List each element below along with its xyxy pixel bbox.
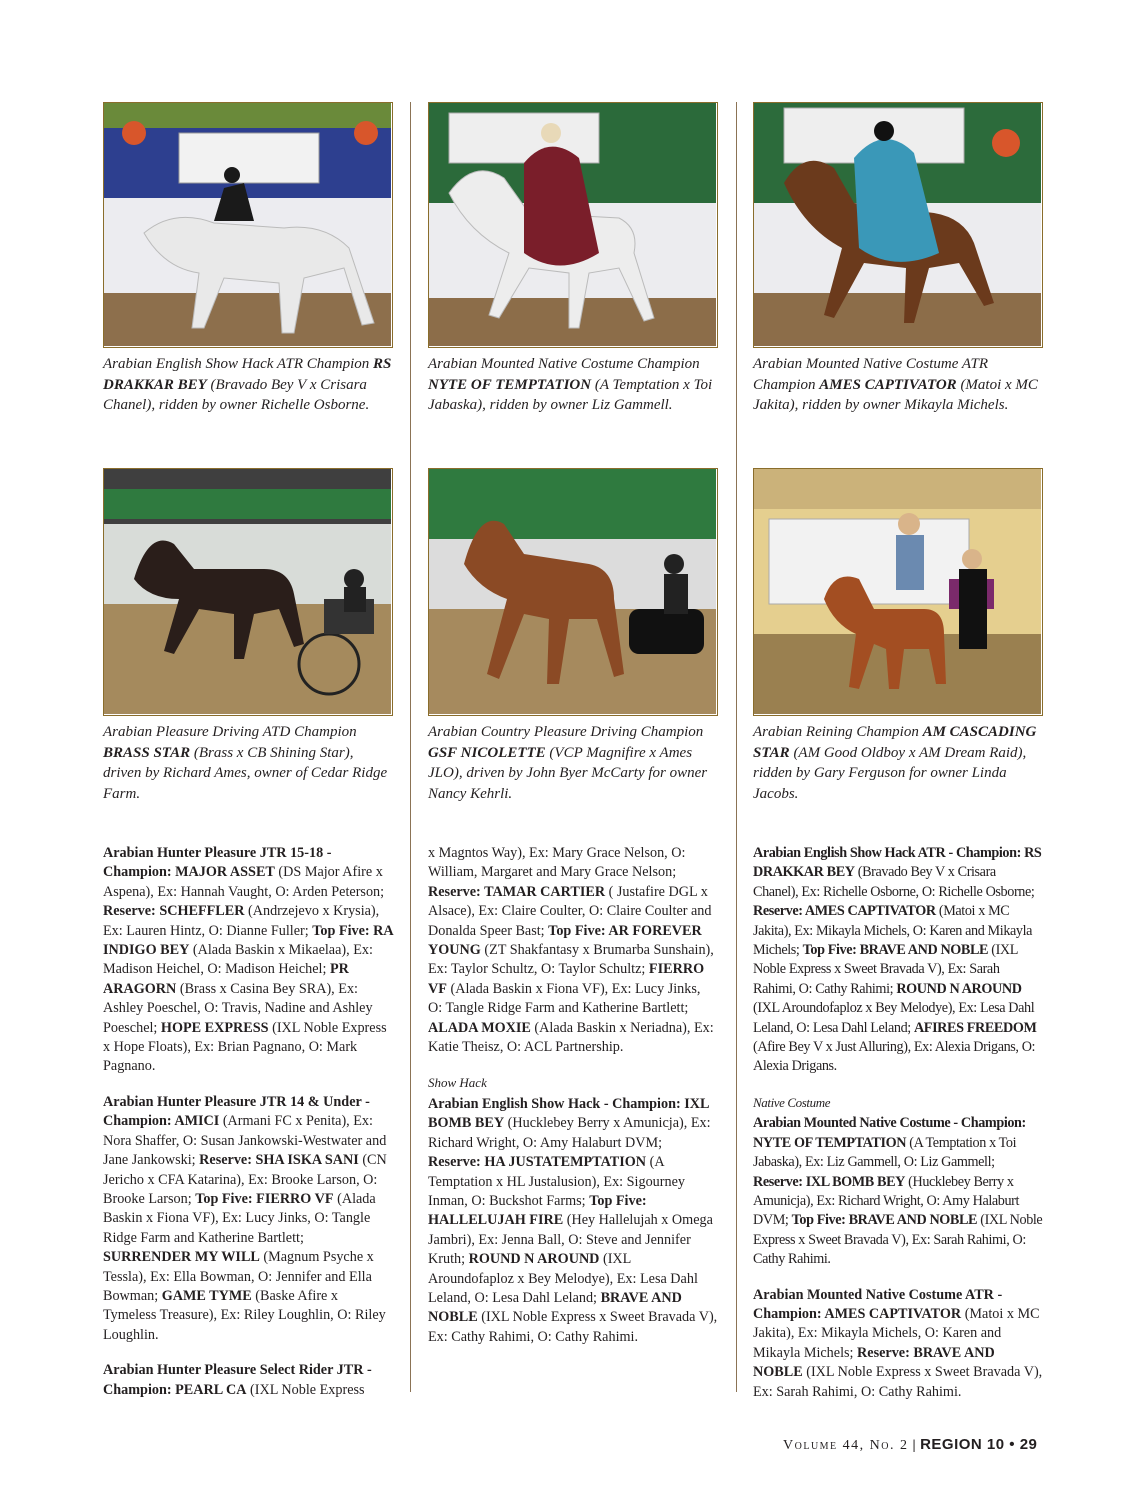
footer-separator: |	[908, 1438, 921, 1453]
column-3	[753, 102, 1043, 1418]
photo-caption: Arabian English Show Hack ATR Champion RS DRAKKAR BEY (Bravado Bey V x Crisara Chanel), ridden by owner Richelle Osborne.	[103, 356, 392, 413]
class-result: Arabian Mounted Native Costume ATR - Champion: AMES CAPTIVATOR (Matoi x MC Jakita), Ex: Mikayla Michels, O: Karen and Mikayla Michels; Reserve: BRAVE AND NOBLE (IXL Noble Express x Sweet Bravada V), Ex: Sarah Rahimi, O: Cathy Rahimi.	[753, 1286, 1043, 1400]
photo-reining	[753, 468, 1043, 716]
class-result: x Magntos Way), Ex: Mary Grace Nelson, O: William, Margaret and Mary Grace Nelson; Reserve: TAMAR CARTIER ( Justafire DGL x Alsace), Ex: Claire Coulter, O: Claire Coulter and Donalda Speer Bast; Top Five: AR FOREVER YOUNG (ZT Shakfantasy x Brumarba Sunshain), Ex: Taylor Schultz, O: Taylor Schultz; FIERRO VF (Alada Baskin x Fiona VF), Ex: Lucy Jinks, O: Tangle Ridge Farm and Katherine Bartlett; ALADA MOXIE (Alada Baskin x Neriadna), Ex: Katie Theisz, O: ACL Partnership.	[428, 845, 714, 1056]
class-result: Arabian Hunter Pleasure JTR 15-18 - Champion: MAJOR ASSET (DS Major Afire x Aspena), Ex: Hannah Vaught, O: Arden Peterson; Reserve: SCHEFFLER (Andrzejevo x Krysia), Ex: Lauren Hintz, O: Dianne Fuller; Top Five: RA INDIGO BEY (Alada Baskin x Mikaelaa), Ex: Madison Heichel, O: Madison Heichel; PR ARAGORN (Brass x Casina Bey SRA), Ex: Ashley Poeschel, O: Travis, Nadine and Ashley Poeschel; HOPE EXPRESS (IXL Noble Express x Hope Floats), Ex: Brian Pagnano, O: Mark Pagnano.	[103, 845, 393, 1075]
results-text-col-3	[753, 844, 1043, 1402]
horse-photo-icon	[429, 469, 716, 714]
section-label: Native Costume	[753, 1094, 831, 1110]
column-1	[103, 102, 393, 1416]
horse-photo-icon	[429, 103, 716, 346]
photo-native-costume-atr	[753, 102, 1043, 348]
photo-caption: Arabian Reining Champion AM CASCADING STAR (AM Good Oldboy x AM Dream Raid), ridden by Gary Ferguson for owner Linda Jacobs.	[753, 724, 1037, 802]
page-number: 29	[1019, 1436, 1038, 1453]
volume-number: Volume 44, No. 2	[783, 1438, 909, 1453]
photo-caption: Arabian Mounted Native Costume ATR Champion AMES CAPTIVATOR (Matoi x MC Jakita), ridden by owner Mikayla Michels.	[753, 356, 1038, 413]
horse-photo-icon	[104, 103, 391, 346]
photo-show-hack-atr	[103, 102, 393, 348]
results-text-col-1	[103, 844, 393, 1400]
photo-caption: Arabian Pleasure Driving ATD Champion BRASS STAR (Brass x CB Shining Star), driven by Richard Ames, owner of Cedar Ridge Farm.	[103, 724, 388, 802]
class-result: Arabian English Show Hack ATR - Champion: RS DRAKKAR BEY (Bravado Bey V x Crisara Chanel), Ex: Richelle Osborne, O: Richelle Osborne; Reserve: AMES CAPTIVATOR (Matoi x MC Jakita), Ex: Mikayla Michels, O: Karen and Mikayla Michels; Top Five: BRAVE AND NOBLE (IXL Noble Express x Sweet Bravada V), Ex: Sarah Rahimi, O: Cathy Rahimi; ROUND N AROUND (IXL Aroundofaploz x Bey Melodye), Ex: Lesa Dahl Leland, O: Lesa Dahl Leland; AFIRES FREEDOM (Afire Bey V x Just Alluring), Ex: Alexia Drigans, O: Alexia Drigans.	[753, 845, 1042, 1075]
column-rule-1	[410, 102, 411, 1392]
section-label: Show Hack	[428, 1075, 487, 1091]
horse-photo-icon	[754, 103, 1041, 346]
results-text-col-2	[428, 844, 718, 1347]
photo-pleasure-driving-atd	[103, 468, 393, 716]
photo-country-pleasure-driving	[428, 468, 718, 716]
photo-native-costume	[428, 102, 718, 348]
column-2	[428, 102, 718, 1363]
footer-bullet: •	[1004, 1436, 1020, 1453]
horse-photo-icon	[754, 469, 1041, 714]
class-result: Arabian Hunter Pleasure JTR 14 & Under - Champion: AMICI (Armani FC x Penita), Ex: Nora Shaffer, O: Susan Jankowski-Westwater and Jane Jankowski; Reserve: SHA ISKA SANI (CN Jericho x CFA Katarina), Ex: Brooke Larson, O: Brooke Larson; Top Five: FIERRO VF (Alada Baskin x Fiona VF), Ex: Lucy Jinks, O: Tangle Ridge Farm and Katherine Bartlett; SURRENDER MY WILL (Magnum Psyche x Tessla), Ex: Ella Bowman, O: Jennifer and Ella Bowman; GAME TYME (Baske Afire x Tymeless Treasure), Ex: Riley Loughlin, O: Riley Loughlin.	[103, 1093, 387, 1343]
class-result: Arabian English Show Hack - Champion: IXL BOMB BEY (Hucklebey Berry x Amunicja), Ex: Richard Wright, O: Amy Halaburt DVM; Reserve: HA JUSTATEMPTATION (A Temptation x HL Justalusion), Ex: Sigourney Inman, O: Buckshot Farms; Top Five: HALLELUJAH FIRE (Hey Hallelujah x Omega Jambri), Ex: Jenna Ball, O: Steve and Jennifer Kruth; ROUND N AROUND (IXL Aroundofaploz x Bey Melodye), Ex: Lesa Dahl Leland, O: Lesa Dahl Leland; BRAVE AND NOBLE (IXL Noble Express x Sweet Bravada V), Ex: Cathy Rahimi, O: Cathy Rahimi.	[428, 1095, 718, 1345]
horse-photo-icon	[104, 469, 391, 714]
class-result: Arabian Mounted Native Costume - Champion: NYTE OF TEMPTATION (A Temptation x Toi Jabaska), Ex: Liz Gammell, O: Liz Gammell; Reserve: IXL BOMB BEY (Hucklebey Berry x Amunicja), Ex: Richard Wright, O: Amy Halaburt DVM; Top Five: BRAVE AND NOBLE (IXL Noble Express x Sweet Bravada V), Ex: Sarah Rahimi, O: Cathy Rahimi.	[753, 1115, 1043, 1268]
region-label: REGION 10	[920, 1436, 1005, 1453]
photo-caption: Arabian Country Pleasure Driving Champion GSF NICOLETTE (VCP Magnifire x Ames JLO), driven by John Byer McCarty for owner Nancy Kehrli.	[428, 724, 708, 802]
photo-caption: Arabian Mounted Native Costume Champion NYTE OF TEMPTATION (A Temptation x Toi Jabaska), ridden by owner Liz Gammell.	[428, 356, 713, 413]
class-result: Arabian Hunter Pleasure Select Rider JTR - Champion: PEARL CA (IXL Noble Express	[103, 1362, 372, 1398]
page-footer	[783, 1436, 1037, 1454]
column-rule-2	[736, 102, 737, 1392]
